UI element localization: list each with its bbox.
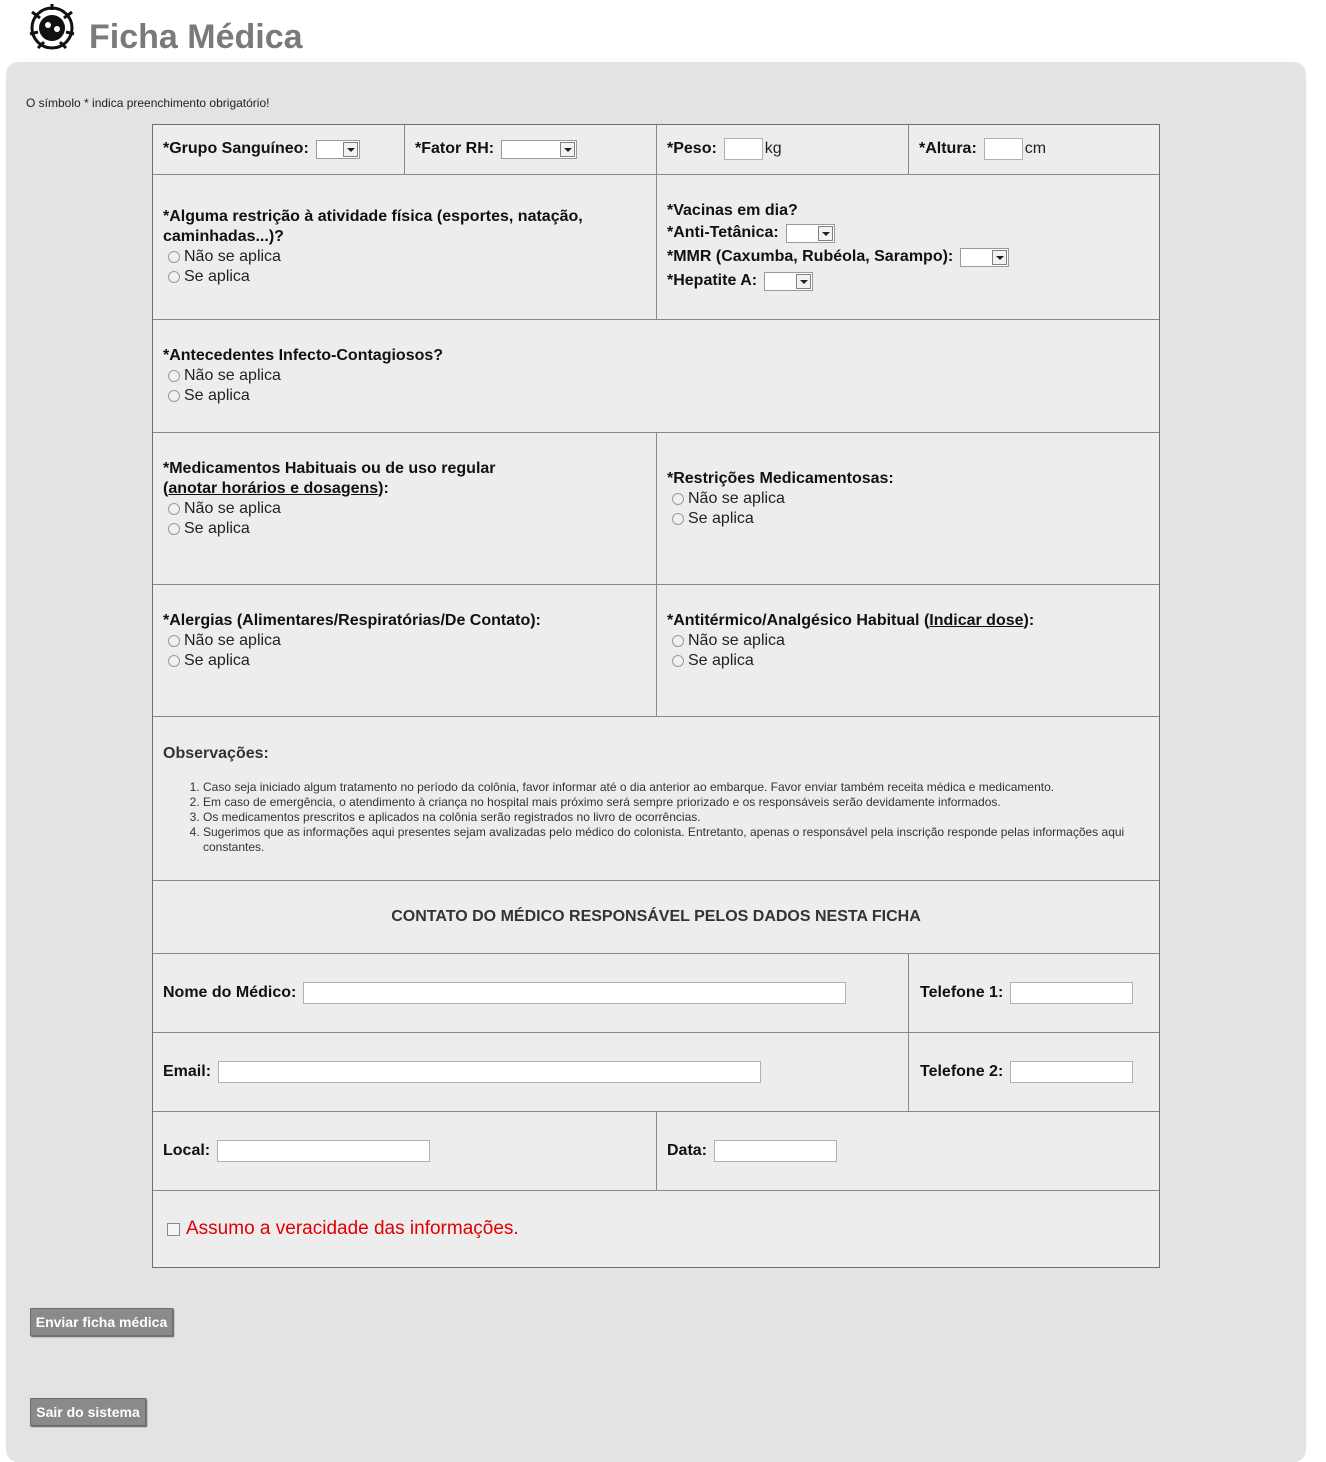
chevron-down-icon	[818, 226, 833, 241]
blood-group-cell	[153, 125, 405, 175]
antipyretic-question: *Antitérmico/Analgésico Habitual (Indicar dose):	[667, 612, 1035, 629]
antipyretic-option-yes[interactable]: Se aplica	[667, 651, 1034, 671]
height-label: *Altura:	[919, 140, 977, 157]
med-restrictions-option-yes[interactable]: Se aplica	[667, 509, 894, 529]
allergies-question: *Alergias (Alimentares/Respiratórias/De Contato):	[163, 612, 541, 629]
hepatitis-label: *Hepatite A:	[667, 272, 758, 289]
medications-dosage-link[interactable]: anotar horários e dosagens	[168, 480, 379, 497]
logout-button[interactable]: Sair do sistema	[30, 1398, 146, 1426]
radio-icon[interactable]	[168, 503, 180, 515]
observation-item: 4. Sugerimos que as informações aqui presentes sejam avalizadas pelo médico do colonista. Entretanto, apenas o responsável pela inscrição responde pelas informações aqui constantes.	[203, 825, 1143, 855]
radio-icon[interactable]	[672, 635, 684, 647]
blood-group-label: *Grupo Sanguíneo:	[163, 140, 309, 157]
weight-unit: kg	[764, 140, 782, 157]
rh-factor-label: *Fator RH:	[415, 140, 495, 157]
header	[0, 0, 1326, 62]
med-restrictions-option-no[interactable]: Não se aplica	[667, 489, 894, 509]
weight-input[interactable]	[724, 138, 763, 160]
observations-title: Observações:	[163, 745, 269, 762]
vaccines-cell	[657, 175, 1159, 320]
mmr-select[interactable]	[960, 248, 1009, 267]
activity-restriction-cell	[153, 175, 657, 320]
doctor-name-input[interactable]	[303, 982, 846, 1004]
phone2-cell	[909, 1033, 1159, 1112]
doctor-name-label: Nome do Médico:	[163, 984, 297, 1001]
observations-list	[163, 780, 1143, 855]
location-label: Local:	[163, 1142, 211, 1159]
agreement-cell	[153, 1191, 1159, 1267]
medications-cell	[153, 433, 657, 585]
hepatitis-select[interactable]	[764, 272, 813, 291]
doctor-name-cell	[153, 954, 909, 1033]
chevron-down-icon	[560, 142, 575, 157]
infectious-option-yes[interactable]: Se aplica	[163, 386, 443, 406]
infectious-option-no[interactable]: Não se aplica	[163, 366, 443, 386]
date-label: Data:	[667, 1142, 708, 1159]
contact-title-cell	[153, 881, 1159, 954]
activity-option-yes[interactable]: Se aplica	[163, 267, 633, 287]
rh-factor-cell	[405, 125, 657, 175]
height-cell	[909, 125, 1159, 175]
antipyretic-option-no[interactable]: Não se aplica	[667, 631, 1034, 651]
radio-icon[interactable]	[168, 370, 180, 382]
chevron-down-icon	[992, 250, 1007, 265]
medications-option-yes[interactable]: Se aplica	[163, 519, 496, 539]
radio-icon[interactable]	[672, 513, 684, 525]
rh-factor-select[interactable]	[501, 140, 577, 159]
phone1-label: Telefone 1:	[920, 984, 1004, 1001]
medical-form	[152, 124, 1160, 1268]
allergies-option-yes[interactable]: Se aplica	[163, 651, 541, 671]
observation-item: 3. Os medicamentos prescritos e aplicados na colônia serão registrados no livro de ocorrências.	[203, 810, 1143, 825]
radio-icon[interactable]	[168, 655, 180, 667]
medications-question: *Medicamentos Habituais ou de uso regular (anotar horários e dosagens):	[163, 460, 496, 497]
observation-item: 2. Em caso de emergência, o atendimento à criança no hospital mais próximo será sempre priorizado e os responsáveis serão devidamente informados.	[203, 795, 1143, 810]
location-input[interactable]	[217, 1140, 430, 1162]
tetanus-select[interactable]	[786, 224, 835, 243]
email-label: Email:	[163, 1063, 212, 1080]
vaccines-title: *Vacinas em dia?	[667, 202, 798, 219]
infectious-question: *Antecedentes Infecto-Contagiosos?	[163, 347, 444, 364]
agreement-checkbox[interactable]	[167, 1223, 180, 1236]
activity-option-no[interactable]: Não se aplica	[163, 247, 633, 267]
weight-label: *Peso:	[667, 140, 717, 157]
antipyretic-dose-link[interactable]: Indicar dose	[929, 612, 1024, 629]
radio-icon[interactable]	[168, 390, 180, 402]
email-input[interactable]	[218, 1061, 761, 1083]
required-note: O símbolo * indica preenchimento obrigatório!	[26, 96, 270, 110]
chevron-down-icon	[796, 274, 811, 289]
tetanus-label: *Anti-Tetânica:	[667, 224, 779, 241]
infectious-cell	[153, 320, 1159, 433]
blood-group-select[interactable]	[316, 140, 360, 159]
allergies-cell	[153, 585, 657, 717]
submit-medical-form-button[interactable]: Enviar ficha médica	[30, 1308, 173, 1336]
logo-icon	[28, 4, 76, 54]
phone2-label: Telefone 2:	[920, 1063, 1004, 1080]
observation-item: 1. Caso seja iniciado algum tratamento no período da colônia, favor informar até o dia anterior ao embarque. Favor enviar também receita médica e medicamento.	[203, 780, 1143, 795]
phone1-cell	[909, 954, 1159, 1033]
radio-icon[interactable]	[168, 523, 180, 535]
allergies-option-no[interactable]: Não se aplica	[163, 631, 541, 651]
phone1-input[interactable]	[1010, 982, 1133, 1004]
radio-icon[interactable]	[168, 271, 180, 283]
phone2-input[interactable]	[1010, 1061, 1133, 1083]
height-unit: cm	[1024, 140, 1047, 157]
height-input[interactable]	[984, 138, 1023, 160]
mmr-label: *MMR (Caxumba, Rubéola, Sarampo):	[667, 248, 954, 265]
medications-option-no[interactable]: Não se aplica	[163, 499, 496, 519]
antipyretic-cell	[657, 585, 1159, 717]
page-title: Ficha Médica	[89, 18, 303, 56]
location-cell	[153, 1112, 657, 1191]
weight-cell	[657, 125, 909, 175]
date-cell	[657, 1112, 1159, 1191]
med-restrictions-question: *Restrições Medicamentosas:	[667, 470, 894, 487]
agreement-label: Assumo a veracidade das informações.	[186, 1218, 519, 1239]
date-input[interactable]	[714, 1140, 837, 1162]
med-restrictions-cell	[657, 433, 1159, 585]
chevron-down-icon	[343, 142, 358, 157]
radio-icon[interactable]	[672, 493, 684, 505]
contact-title: CONTATO DO MÉDICO RESPONSÁVEL PELOS DADOS NESTA FICHA	[391, 908, 921, 925]
observations-cell	[153, 717, 1159, 881]
radio-icon[interactable]	[168, 635, 180, 647]
activity-restriction-question: *Alguma restrição à atividade física (esportes, natação, caminhadas...)?	[163, 208, 583, 245]
email-cell	[153, 1033, 909, 1112]
radio-icon[interactable]	[672, 655, 684, 667]
radio-icon[interactable]	[168, 251, 180, 263]
